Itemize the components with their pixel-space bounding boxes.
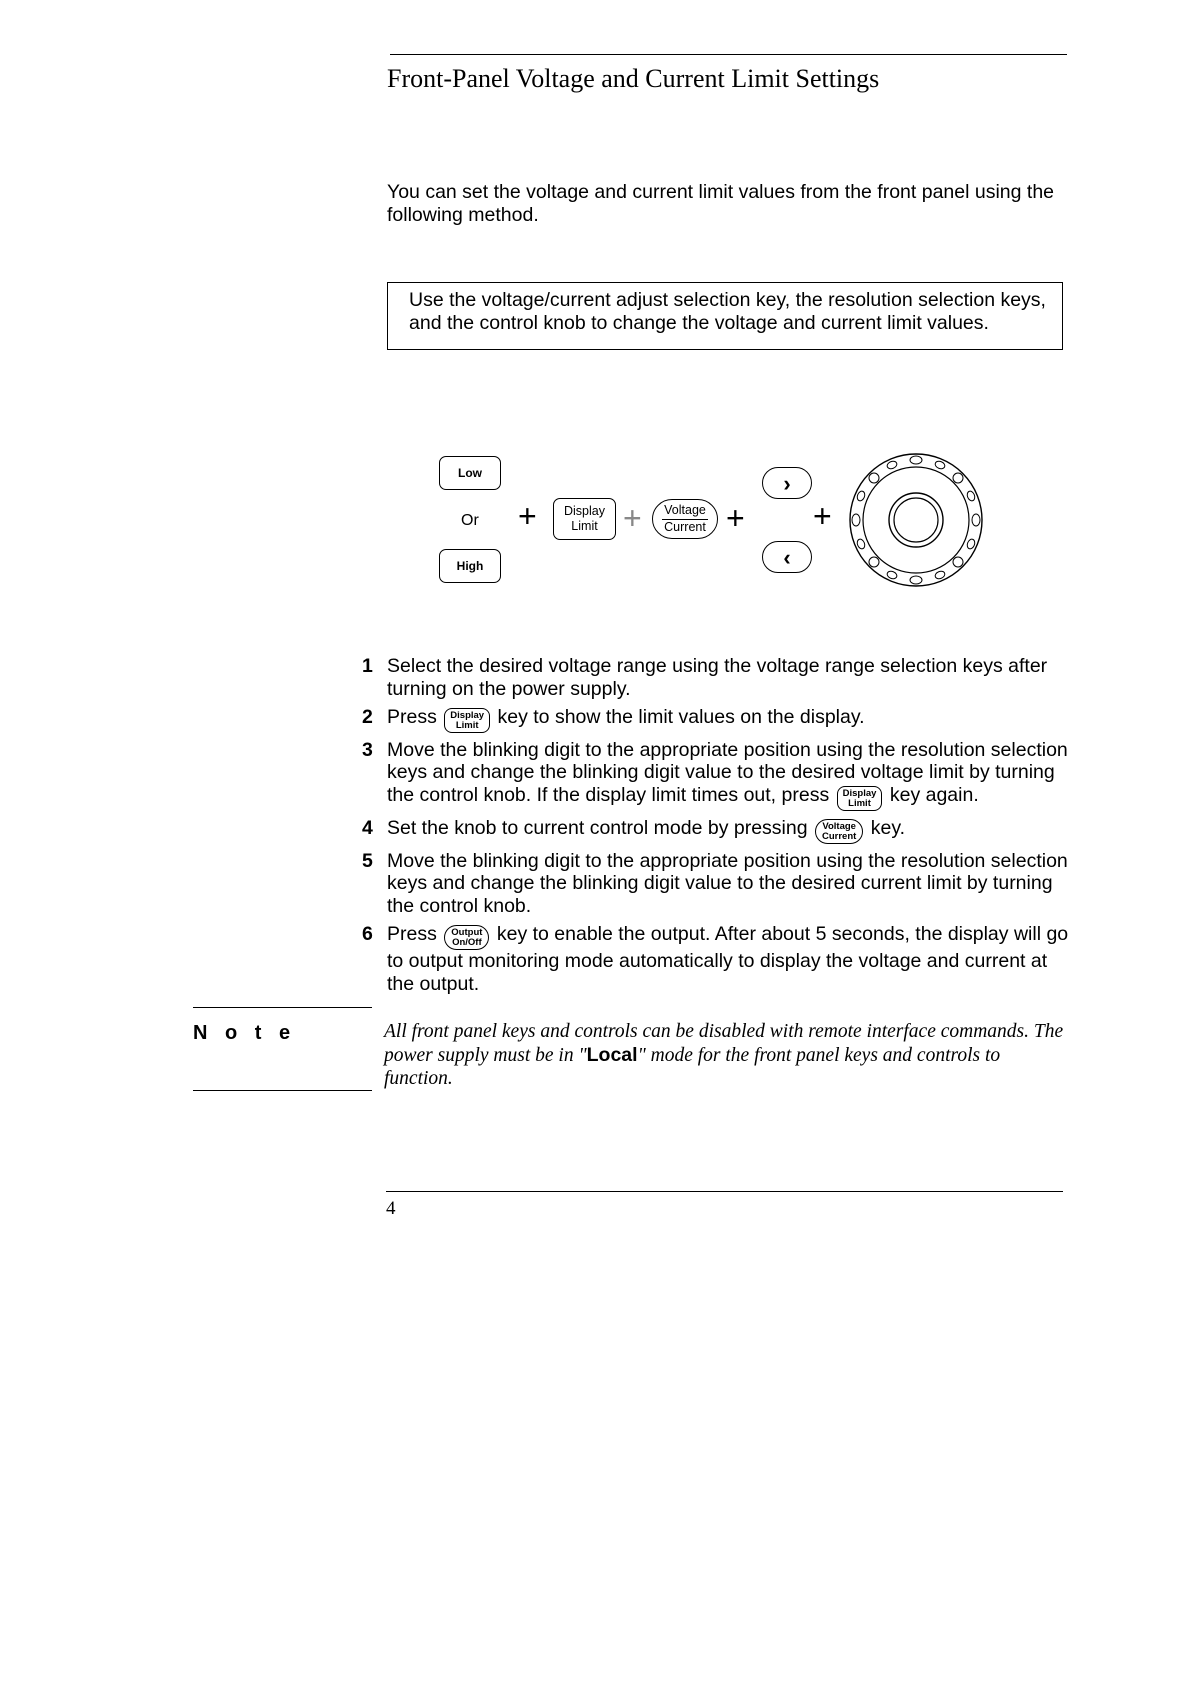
- note-text: [384, 1020, 1064, 1091]
- boxed-instruction: [387, 282, 1063, 350]
- step-number: 3: [362, 738, 373, 761]
- page-number: 4: [386, 1198, 396, 1219]
- note-text-b: " mode for the front panel keys and controls to function.: [384, 1044, 1001, 1089]
- low-range-key: [439, 456, 501, 490]
- or-label: Or: [461, 512, 479, 529]
- step-number: 4: [362, 816, 373, 839]
- low-key-label: Low: [458, 465, 482, 480]
- high-range-key: [439, 549, 501, 583]
- note-top-rule: [193, 1007, 372, 1008]
- high-key-label: High: [456, 558, 484, 573]
- right-arrow-key: [762, 467, 812, 499]
- plus-sign: +: [813, 498, 832, 534]
- step-text: key again.: [889, 783, 979, 806]
- display-limit-key: [553, 498, 616, 540]
- step-item: [362, 850, 1072, 918]
- step-text: Move the blinking digit to the appropriate position using the resolution selection keys and change the blinking digit value to the desired current limit by turning the control knob.: [387, 849, 1068, 917]
- step-item: [362, 817, 1072, 845]
- key-line1: Display: [842, 788, 877, 800]
- output-onoff-key-icon: [444, 925, 489, 950]
- note-bottom-rule: [193, 1090, 372, 1091]
- control-knob-icon: [848, 452, 984, 588]
- key-line1: Display: [450, 710, 485, 722]
- left-arrow-key: [762, 541, 812, 573]
- display-key-line2: Limit: [571, 519, 598, 533]
- step-text: Set the knob to current control mode by pressing: [387, 816, 808, 839]
- plus-sign: +: [518, 498, 537, 534]
- step-number: 2: [362, 705, 373, 728]
- step-item: [362, 655, 1072, 700]
- step-text: key to enable the output. After about 5 seconds, the display will go to output monitoring mode automatically to display the voltage and current at the output.: [387, 922, 1069, 996]
- step-item: [362, 706, 1072, 734]
- note-local-mode: Local: [586, 1043, 638, 1066]
- step-number: 5: [362, 849, 373, 872]
- step-text: Press: [387, 705, 437, 728]
- voltage-key-label: Voltage: [664, 503, 706, 517]
- display-key-line1: Display: [564, 504, 605, 518]
- key-line2: On/Off: [452, 936, 482, 948]
- note-text-a: All front panel keys and controls can be disabled with remote interface commands. The power supply must be in ": [384, 1021, 1064, 1066]
- key-line1: Voltage: [822, 821, 856, 833]
- voltage-current-key-icon: [815, 819, 863, 844]
- page-title: Front-Panel Voltage and Current Limit Settings: [387, 64, 880, 93]
- current-key-label: Current: [664, 520, 706, 534]
- key-line2: Limit: [848, 797, 871, 809]
- step-number: 6: [362, 922, 373, 945]
- voltage-current-key: [652, 499, 718, 539]
- plus-sign: +: [726, 500, 745, 536]
- key-line1: Output: [451, 927, 483, 939]
- header-rule: [390, 54, 1067, 55]
- step-text: Select the desired voltage range using the voltage range selection keys after turning on the power supply.: [387, 655, 1048, 700]
- footer-rule: [386, 1191, 1063, 1192]
- display-limit-key-icon: [837, 786, 883, 811]
- step-item: [362, 739, 1072, 812]
- boxed-instruction-text: Use the voltage/current adjust selection key, the resolution selection keys, and the control knob to change the voltage and current limit values.: [409, 289, 1046, 334]
- key-line2: Limit: [455, 719, 479, 731]
- plus-sign: +: [623, 500, 642, 536]
- display-limit-key-icon: [444, 708, 490, 733]
- step-text: key.: [870, 816, 906, 839]
- step-text: Move the blinking digit to the appropriate position using the resolution selection keys and change the blinking digit value to the desired voltage limit by turning the control knob. If the display limit times out, press: [387, 738, 1068, 806]
- step-text: Press: [387, 922, 437, 945]
- step-text: key to show the limit values on the display.: [497, 705, 865, 728]
- step-item: [362, 923, 1072, 996]
- front-panel-diagram: [430, 450, 990, 600]
- steps-list: [362, 655, 1072, 1001]
- left-arrow-icon: ‹: [783, 544, 791, 570]
- step-number: 1: [362, 655, 373, 677]
- intro-paragraph: You can set the voltage and current limit values from the front panel using the following method.: [387, 181, 1055, 226]
- note-label: N o t e: [193, 1022, 297, 1044]
- key-line2: Current: [822, 830, 857, 842]
- right-arrow-icon: ›: [783, 470, 791, 496]
